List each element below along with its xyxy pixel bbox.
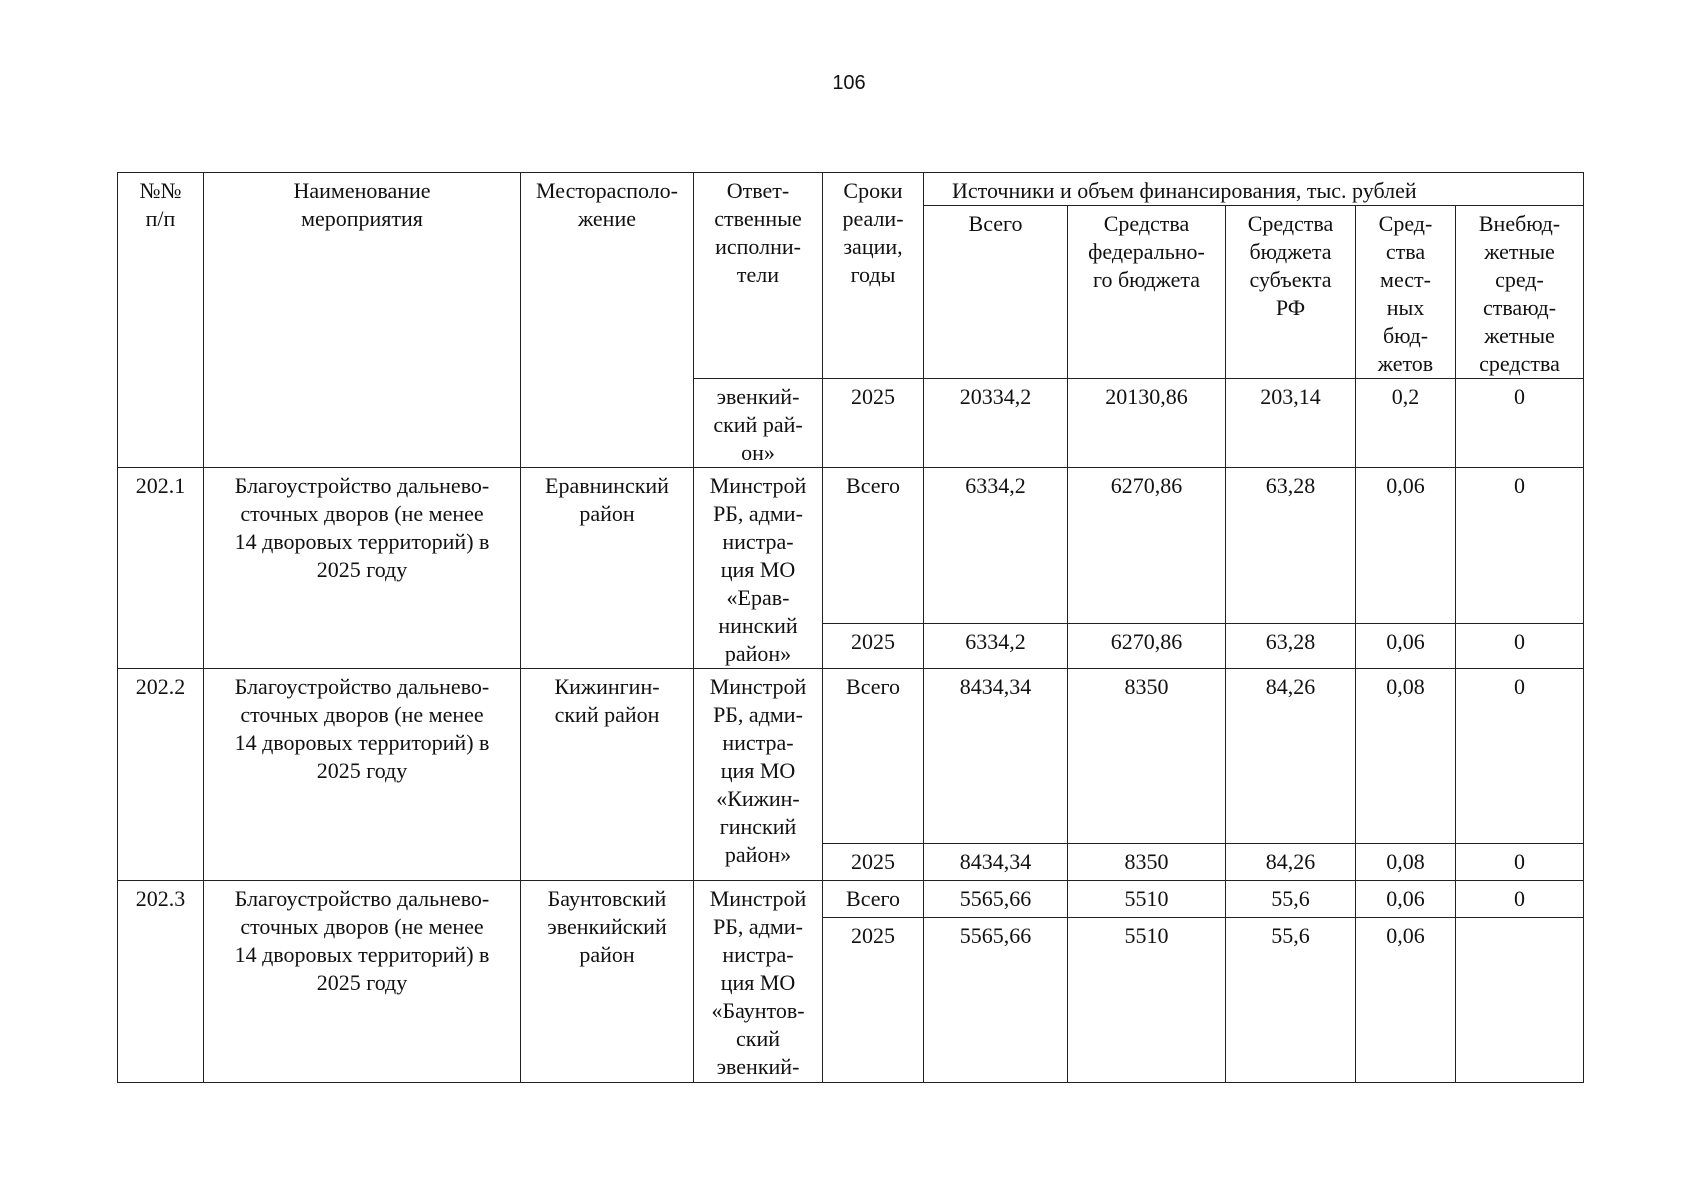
row-total: 5565,66 bbox=[924, 881, 1068, 918]
row-name: Благоустройство дальнево- сточных дворов (не менее 14 дворовых территорий) в 2025 году bbox=[204, 669, 521, 881]
row-extrabudget: 0 bbox=[1456, 624, 1584, 669]
row-local: 0,06 bbox=[1356, 918, 1456, 1083]
continuation-year: 2025 bbox=[823, 379, 924, 468]
row-executor: Минстрой РБ, адми- нистра- ция МО «Кижин- гинский район» bbox=[694, 669, 823, 881]
financing-table bbox=[117, 172, 1584, 1083]
continuation-subject: 203,14 bbox=[1226, 379, 1356, 468]
row-no: 202.3 bbox=[118, 881, 204, 1083]
row-extrabudget: 0 bbox=[1456, 844, 1584, 881]
row-total: 6334,2 bbox=[924, 468, 1068, 624]
row-location: Еравнинский район bbox=[521, 468, 694, 669]
continuation-total: 20334,2 bbox=[924, 379, 1068, 468]
header-terms: Сроки реали- зации, годы bbox=[823, 173, 924, 379]
header-name: Наименование мероприятия bbox=[204, 173, 521, 468]
header-subject: Средства бюджета субъекта РФ bbox=[1226, 206, 1356, 379]
header-total: Всего bbox=[924, 206, 1068, 379]
row-extrabudget: 0 bbox=[1456, 669, 1584, 844]
row-subject: 55,6 bbox=[1226, 881, 1356, 918]
continuation-federal: 20130,86 bbox=[1068, 379, 1226, 468]
row-local: 0,06 bbox=[1356, 468, 1456, 624]
continuation-executor: эвенкий- ский рай- он» bbox=[694, 379, 823, 468]
row-term: Всего bbox=[823, 669, 924, 844]
row-term: Всего bbox=[823, 468, 924, 624]
row-subject: 84,26 bbox=[1226, 844, 1356, 881]
row-local: 0,06 bbox=[1356, 624, 1456, 669]
row-name: Благоустройство дальнево- сточных дворов (не менее 14 дворовых территорий) в 2025 году bbox=[204, 468, 521, 669]
row-executor: Минстрой РБ, адми- нистра- ция МО «Ерав- нинский район» bbox=[694, 468, 823, 669]
row-federal: 8350 bbox=[1068, 844, 1226, 881]
row-subject: 63,28 bbox=[1226, 624, 1356, 669]
row-federal: 8350 bbox=[1068, 669, 1226, 844]
row-federal: 6270,86 bbox=[1068, 468, 1226, 624]
row-name: Благоустройство дальнево- сточных дворов (не менее 14 дворовых территорий) в 2025 году bbox=[204, 881, 521, 1083]
table-row bbox=[118, 881, 1584, 918]
header-no: №№ п/п bbox=[118, 173, 204, 468]
row-subject: 63,28 bbox=[1226, 468, 1356, 624]
page-number: 106 bbox=[832, 72, 866, 94]
row-total: 6334,2 bbox=[924, 624, 1068, 669]
row-total: 8434,34 bbox=[924, 844, 1068, 881]
table-row bbox=[118, 468, 1584, 624]
table-row bbox=[118, 669, 1584, 844]
row-executor: Минстрой РБ, адми- нистра- ция МО «Баунтов- ский эвенкий- bbox=[694, 881, 823, 1083]
header-sources: Источники и объем финансирования, тыс. рублей bbox=[924, 173, 1584, 206]
row-extrabudget: 0 bbox=[1456, 468, 1584, 624]
row-total: 8434,34 bbox=[924, 669, 1068, 844]
row-term: 2025 bbox=[823, 624, 924, 669]
continuation-local: 0,2 bbox=[1356, 379, 1456, 468]
row-term: 2025 bbox=[823, 918, 924, 1083]
row-term: 2025 bbox=[823, 844, 924, 881]
row-local: 0,08 bbox=[1356, 844, 1456, 881]
row-no: 202.1 bbox=[118, 468, 204, 669]
row-term: Всего bbox=[823, 881, 924, 918]
row-federal: 5510 bbox=[1068, 918, 1226, 1083]
row-location: Кижингин- ский район bbox=[521, 669, 694, 881]
row-location: Баунтовский эвенкийский район bbox=[521, 881, 694, 1083]
row-extrabudget: 0 bbox=[1456, 881, 1584, 918]
row-federal: 6270,86 bbox=[1068, 624, 1226, 669]
row-extrabudget bbox=[1456, 918, 1584, 1083]
header-location: Месторасполо- жение bbox=[521, 173, 694, 468]
row-local: 0,06 bbox=[1356, 881, 1456, 918]
continuation-extrabudget: 0 bbox=[1456, 379, 1584, 468]
row-subject: 84,26 bbox=[1226, 669, 1356, 844]
header-federal: Средства федерально- го бюджета bbox=[1068, 206, 1226, 379]
header-extrabudget: Внебюд- жетные сред- стваюд- жетные средства bbox=[1456, 206, 1584, 379]
row-no: 202.2 bbox=[118, 669, 204, 881]
row-local: 0,08 bbox=[1356, 669, 1456, 844]
header-row-1 bbox=[118, 173, 1584, 206]
row-subject: 55,6 bbox=[1226, 918, 1356, 1083]
row-federal: 5510 bbox=[1068, 881, 1226, 918]
row-total: 5565,66 bbox=[924, 918, 1068, 1083]
header-executors: Ответ- ственные исполни- тели bbox=[694, 173, 823, 379]
header-local: Сред- ства мест- ных бюд- жетов bbox=[1356, 206, 1456, 379]
